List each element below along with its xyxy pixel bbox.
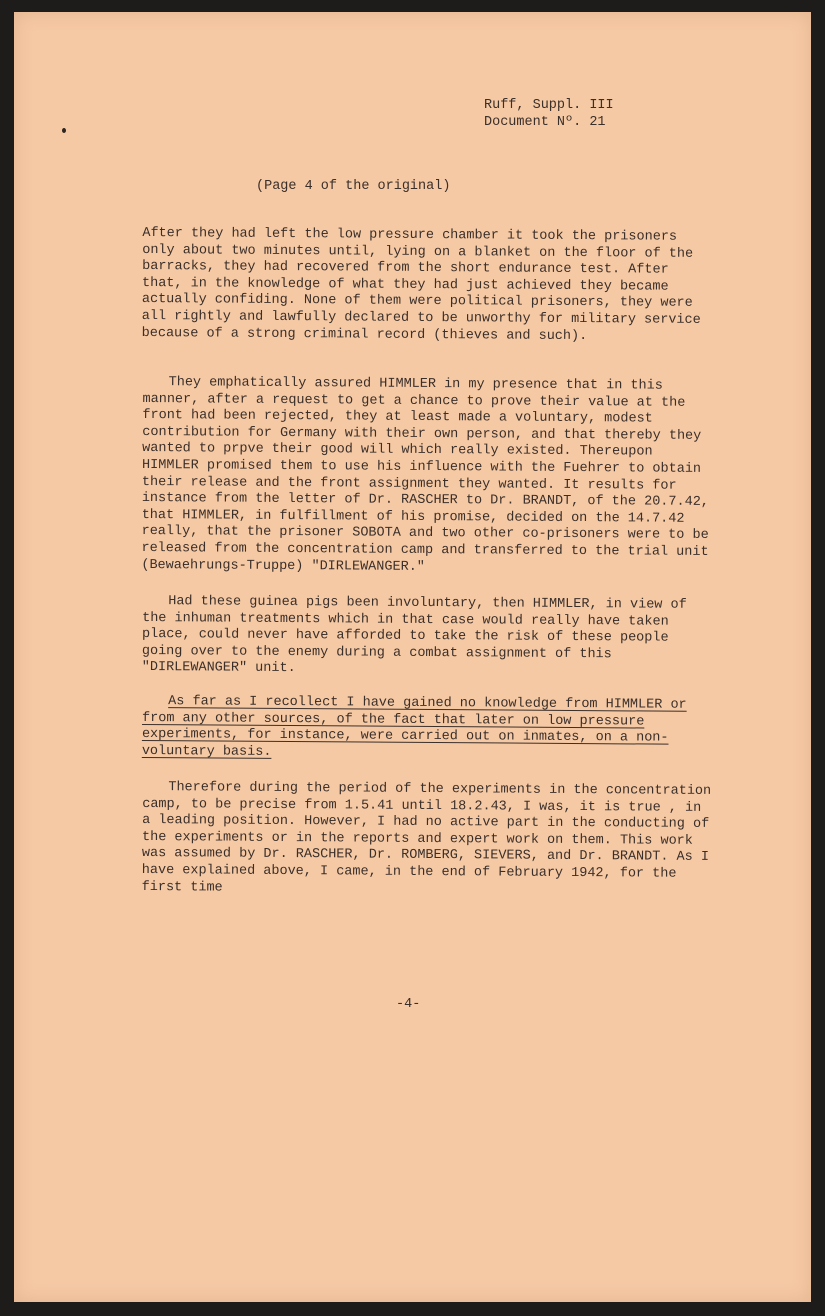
reference-line-2: Document Nº. 21: [484, 115, 606, 130]
paragraph-4-underlined: As far as I recollect I have gained no knowledge from HIMMLER or from any other sources, of the fact that later on low pressure experiments, for instance, were carried out on inmates, on a non-voluntary basis.: [141, 694, 687, 760]
page-number: -4-: [396, 997, 421, 1012]
page-reference: (Page 4 of the original): [256, 179, 451, 194]
paragraph-3: Had these guinea pigs been involuntary, then HIMMLER, in view of the inhuman treatments which in that case would really have taken place, could never have afforded to take the risk of these people going over to the enemy during a combat assignment of this "DIRLEWANGER" unit.: [141, 594, 687, 677]
paragraph-1: After they had left the low pressure chamber it took the prisoners only about two minutes until, lying on a blanket on the floor of the barracks, they had recovered from the short endurance test. After that, in the knowledge of what they had just achieved they became actually confiding. None of them were political prisoners, they were all rightly and lawfully declared to be unworthy for military service because of a strong criminal record (thieves and such).: [141, 225, 701, 344]
document-reference: [484, 97, 614, 131]
reference-line-1: Ruff, Suppl. III: [484, 98, 614, 113]
document-page: [14, 12, 811, 1302]
paragraph-5: Therefore during the period of the experiments in the concentration camp, to be precise from 1.5.41 until 18.2.43, I was, it is true , in a leading position. However, I had no active part in the conducting of the experiments or in the reports and expert work on them. This work was assumed by Dr. RASCHER, Dr. ROMBERG, SIEVERS, and Dr. BRANDT. As I have explained above, I came, in the end of February 1942, for the first time: [141, 780, 712, 896]
ink-dot: [62, 128, 66, 133]
paragraph-2: They emphatically assured HIMMLER in my presence that in this manner, after a request to get a chance to prove their value at the front had been rejected, they at least made a voluntary, modest contribution for Germany with their own person, and that thereby they wanted to prpve their good will which really existed. Thereupon HIMMLER promised them to use his influence with the Fuehrer to obtain their release and the front assignment they wanted. It results for instance from the letter of Dr. RASCHER to Dr. BRANDT, of the 20.7.42, that HIMMLER, in fulfillment of his promise, decided on the 14.7.42 really, that the prisoner SOBOTA and two other co-prisoners were to be released from the concentration camp and transferred to the trial unit (Bewaehrungs-Truppe) "DIRLEWANGER.": [141, 375, 709, 575]
